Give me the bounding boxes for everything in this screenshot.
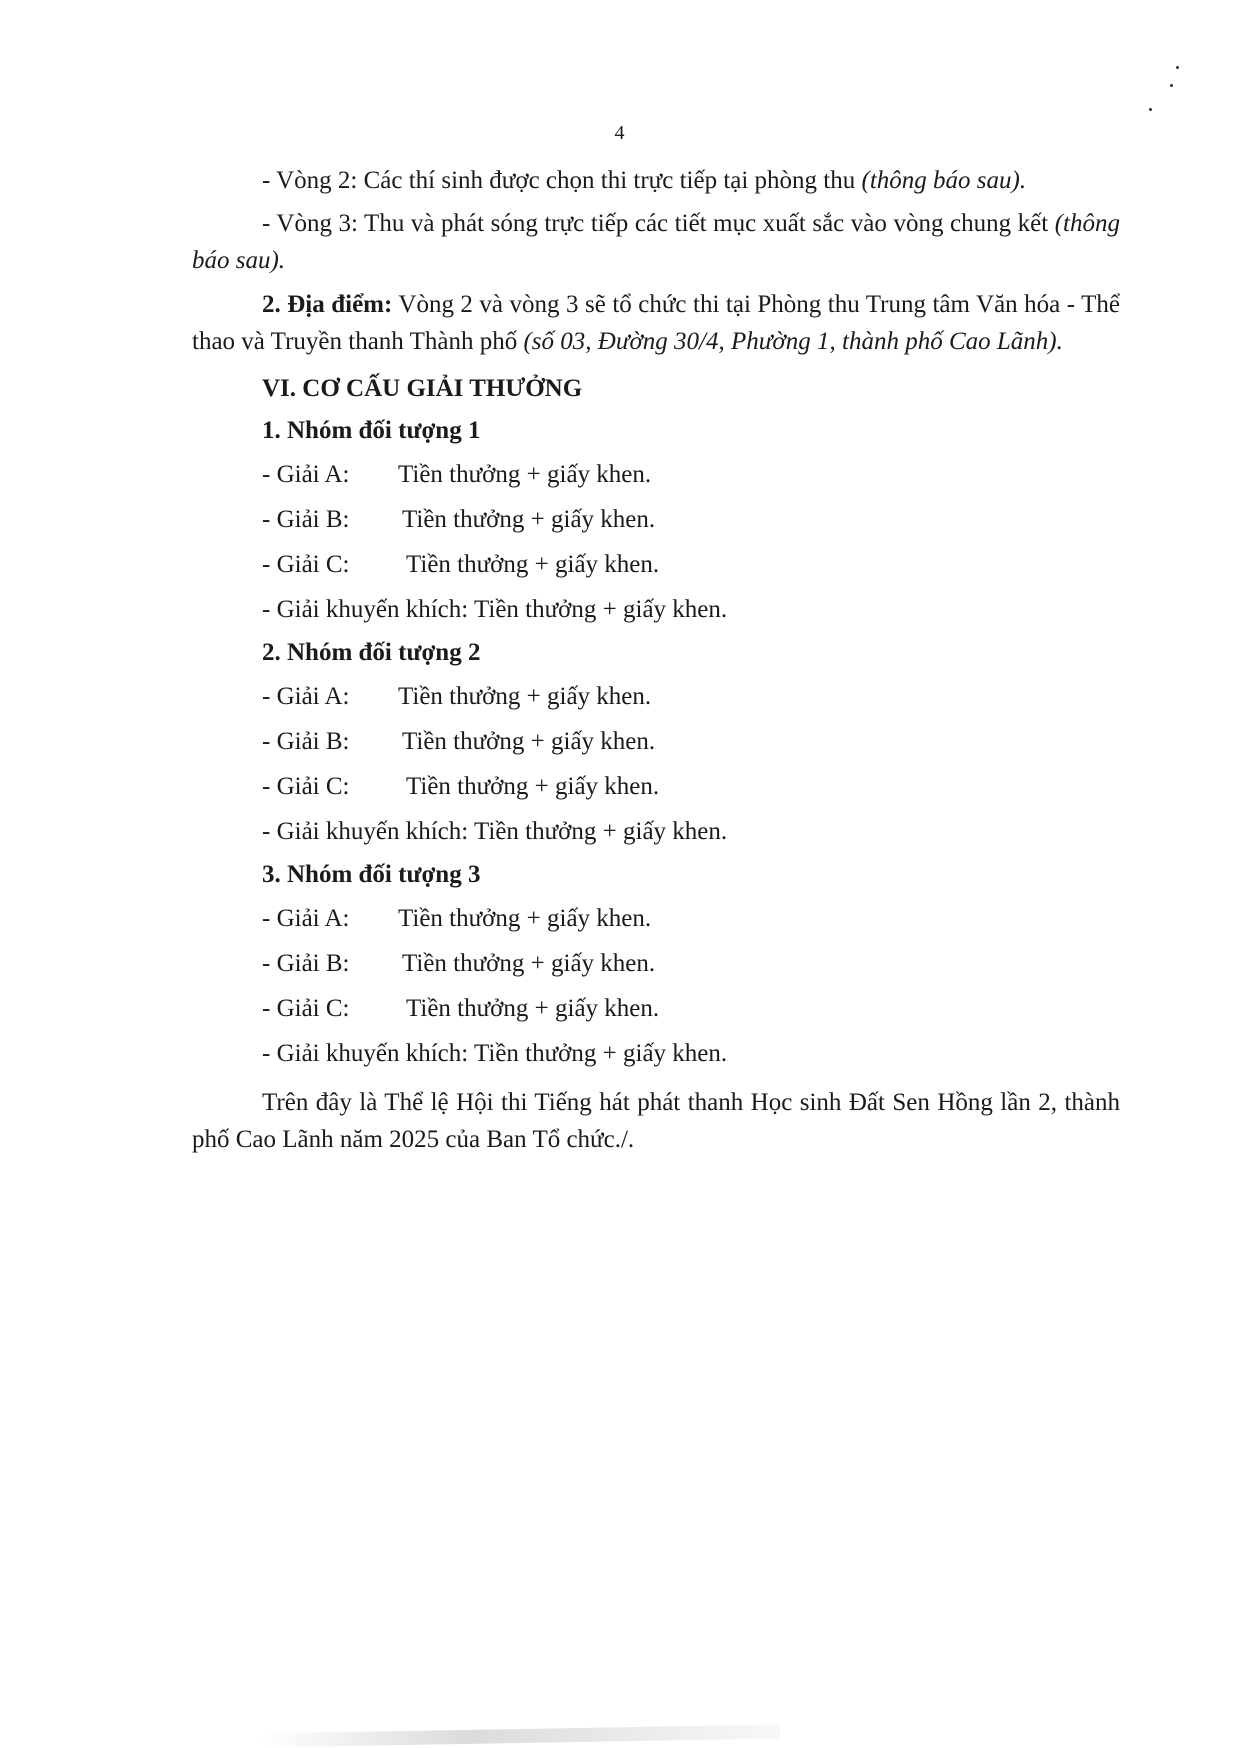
prize-row-b	[192, 497, 1120, 542]
round2-paragraph	[192, 162, 1120, 199]
round3-text: - Vòng 3: Thu và phát sóng trực tiếp các tiết mục xuất sắc vào vòng chung kết	[262, 210, 1055, 237]
round2-note: (thông báo sau).	[861, 167, 1027, 194]
prize-row-a	[192, 452, 1120, 497]
prize-row-encouragement: - Giải khuyến khích: Tiền thưởng + giấy khen.	[262, 596, 728, 623]
prize-reward: Tiền thưởng + giấy khen.	[402, 950, 656, 977]
prize-reward: Tiền thưởng + giấy khen.	[402, 506, 656, 533]
prize-row-encouragement: - Giải khuyến khích: Tiền thưởng + giấy khen.	[262, 818, 728, 845]
prize-label: - Giải A:	[262, 905, 350, 932]
prize-label: - Giải A:	[262, 461, 350, 488]
closing-paragraph: Trên đây là Thể lệ Hội thi Tiếng hát phát thanh Học sinh Đất Sen Hồng lần 2, thành phố Cao Lãnh năm 2025 của Ban Tổ chức./.	[192, 1089, 1120, 1153]
section-title: VI. CƠ CẤU GIẢI THƯỞNG	[262, 375, 583, 402]
page-number: 4	[614, 122, 625, 144]
prize-group-2	[192, 632, 1120, 854]
prize-label: - Giải C:	[262, 995, 350, 1022]
group-title: 2. Nhóm đối tượng 2	[262, 639, 481, 666]
round2-text: - Vòng 2: Các thí sinh được chọn thi trực tiếp tại phòng thu	[262, 167, 862, 194]
prize-row-a	[192, 674, 1120, 719]
prize-label: - Giải B:	[262, 950, 350, 977]
prize-reward: Tiền thưởng + giấy khen.	[398, 461, 652, 488]
scan-speck	[1149, 108, 1152, 111]
prize-row-c	[192, 764, 1120, 809]
scan-shadow	[260, 1724, 780, 1747]
prize-reward: Tiền thưởng + giấy khen.	[402, 728, 656, 755]
prize-row-a	[192, 896, 1120, 941]
prize-row-b	[192, 719, 1120, 764]
prize-reward: Tiền thưởng + giấy khen.	[406, 995, 660, 1022]
prize-row-encouragement: - Giải khuyến khích: Tiền thưởng + giấy khen.	[262, 1040, 728, 1067]
prize-label: - Giải C:	[262, 773, 350, 800]
location-text: Vòng 2 và vòng 3 sẽ tổ chức thi tại Phòng thu Trung tâm Văn hóa - Thể thao và Truyền thanh Thành phố	[192, 291, 1120, 355]
round3-paragraph	[192, 205, 1120, 279]
location-label: 2. Địa điểm:	[262, 291, 393, 318]
location-paragraph	[192, 286, 1120, 360]
prize-row-b	[192, 941, 1120, 986]
prize-row-c	[192, 542, 1120, 587]
prize-group-1	[192, 410, 1120, 632]
prize-label: - Giải B:	[262, 728, 350, 755]
prize-reward: Tiền thưởng + giấy khen.	[406, 773, 660, 800]
prize-label: - Giải B:	[262, 506, 350, 533]
group-title: 1. Nhóm đối tượng 1	[262, 417, 481, 444]
prize-reward: Tiền thưởng + giấy khen.	[406, 551, 660, 578]
prize-reward: Tiền thưởng + giấy khen.	[398, 683, 652, 710]
round3-note: (thông báo sau).	[192, 210, 1120, 274]
prize-group-3	[192, 854, 1120, 1076]
prize-reward: Tiền thưởng + giấy khen.	[398, 905, 652, 932]
prize-row-c	[192, 986, 1120, 1031]
prize-label: - Giải A:	[262, 683, 350, 710]
group-title: 3. Nhóm đối tượng 3	[262, 861, 481, 888]
prize-label: - Giải C:	[262, 551, 350, 578]
location-address: (số 03, Đường 30/4, Phường 1, thành phố Cao Lãnh).	[523, 328, 1063, 355]
scan-speck	[1170, 84, 1173, 87]
document-body	[192, 162, 1120, 1158]
scan-speck	[1176, 66, 1179, 69]
